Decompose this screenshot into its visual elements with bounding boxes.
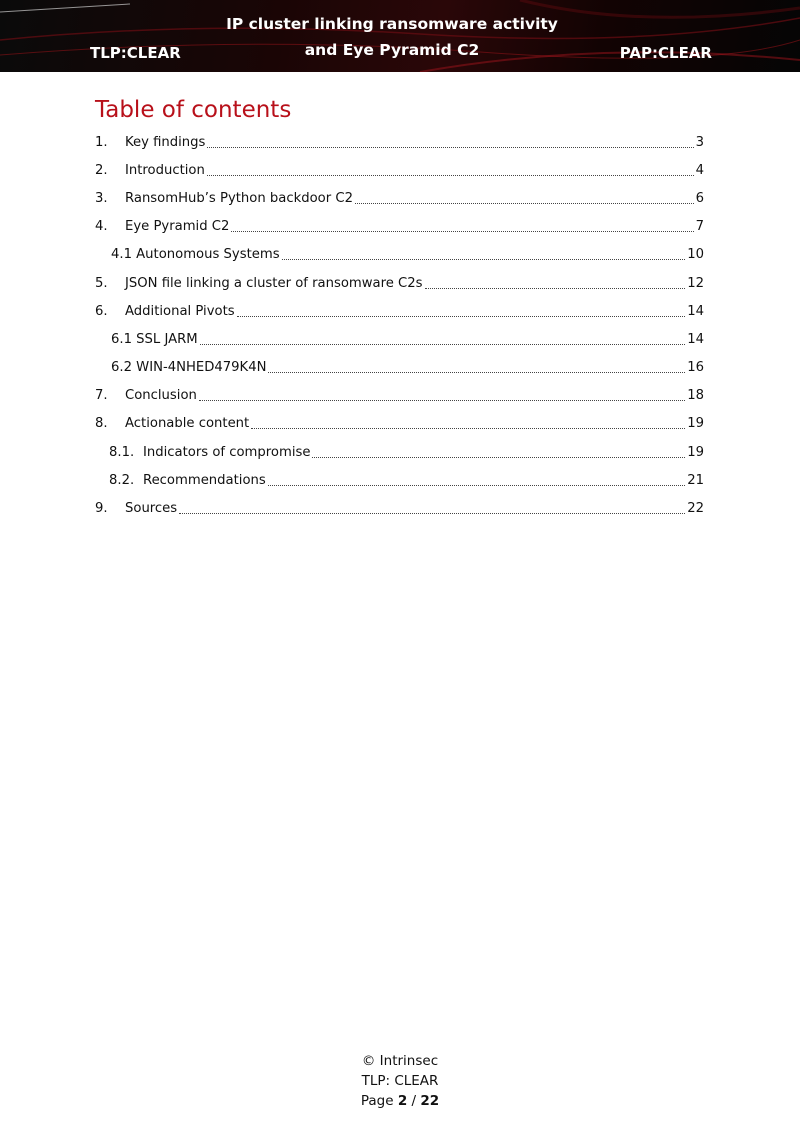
toc-entry-eye-pyramid[interactable]	[95, 213, 704, 241]
toc-leader	[312, 457, 685, 458]
toc-entry-page: 3	[695, 134, 704, 150]
toc-entry-page: 19	[687, 444, 704, 460]
toc-entry-page: 18	[687, 388, 704, 404]
toc-entry-win-host[interactable]	[95, 354, 704, 382]
footer-tlp: TLP: CLEAR	[361, 1073, 439, 1089]
toc-leader	[268, 485, 685, 486]
toc-entry-number: 7.	[95, 388, 108, 404]
toc-entry-page: 12	[687, 275, 704, 291]
toc-entry-label: Conclusion	[125, 388, 197, 404]
toc-entry-conclusion[interactable]	[95, 382, 704, 410]
toc-entry-json-file[interactable]	[95, 269, 704, 297]
toc-entry-label: 4.1 Autonomous Systems	[111, 247, 280, 263]
toc-entry-label: RansomHub’s Python backdoor C2	[125, 190, 353, 206]
toc-entry-label: Sources	[125, 501, 178, 517]
toc-entry-number: 5.	[95, 275, 108, 291]
toc-entry-python-backdoor[interactable]	[95, 184, 704, 212]
toc-entry-label: 6.1 SSL JARM	[111, 331, 198, 347]
footer-page-total: 22	[420, 1093, 440, 1109]
toc-entry-page: 4	[695, 162, 704, 178]
toc-leader	[251, 428, 685, 429]
footer-copyright: © Intrinsec	[361, 1053, 439, 1069]
toc-leader	[282, 259, 686, 260]
toc-entry-number: 2.	[95, 162, 108, 178]
toc-entry-page: 19	[687, 416, 704, 432]
toc-entry-page: 10	[687, 247, 704, 263]
toc-entry-number: 1.	[95, 134, 108, 150]
toc-entry-introduction[interactable]	[95, 156, 704, 184]
document-title-line-1: IP cluster linking ransomware activity	[226, 15, 558, 33]
toc-entry-number: 8.2.	[109, 472, 135, 488]
footer-page-prefix: Page	[360, 1093, 394, 1109]
pap-label: PAP:CLEAR	[619, 44, 712, 62]
toc-leader	[179, 513, 685, 514]
toc-leader	[425, 288, 686, 289]
toc-leader	[355, 203, 694, 204]
toc-entry-label: Indicators of compromise	[143, 444, 311, 460]
toc-entry-label: 6.2 WIN-4NHED479K4N	[111, 360, 267, 376]
toc-leader	[237, 316, 686, 317]
toc-entry-label: Key findings	[125, 134, 206, 150]
toc-entry-additional-pivots[interactable]	[95, 297, 704, 325]
toc-entry-label: Recommendations	[143, 472, 266, 488]
toc-entry-sources[interactable]	[95, 494, 704, 522]
document-title-line-2: and Eye Pyramid C2	[304, 41, 480, 59]
toc-entry-key-findings[interactable]	[95, 128, 704, 156]
toc-leader	[207, 147, 693, 148]
page-header	[0, 0, 800, 72]
tlp-label: TLP:CLEAR	[90, 44, 181, 62]
toc-entry-page: 22	[687, 501, 704, 517]
toc-entry-autonomous-systems[interactable]	[95, 241, 704, 269]
toc-leader	[199, 400, 685, 401]
toc-entry-label: Introduction	[125, 162, 205, 178]
toc-entry-label: Additional Pivots	[125, 303, 235, 319]
toc-entry-indicators[interactable]	[95, 438, 704, 466]
toc-entry-label: Eye Pyramid C2	[125, 219, 230, 235]
toc-entry-number: 9.	[95, 501, 108, 517]
table-of-contents	[95, 128, 704, 523]
toc-leader	[200, 344, 686, 345]
toc-entry-actionable-content[interactable]	[95, 410, 704, 438]
toc-leader	[231, 231, 693, 232]
toc-entry-number: 8.	[95, 416, 108, 432]
toc-entry-page: 16	[687, 360, 704, 376]
toc-entry-ssl-jarm[interactable]	[95, 325, 704, 353]
footer-page-number	[0, 1091, 800, 1111]
toc-entry-page: 14	[687, 303, 704, 319]
toc-leader	[207, 175, 694, 176]
toc-entry-page: 14	[687, 331, 704, 347]
footer-page-current: 2	[397, 1093, 408, 1109]
toc-entry-number: 6.	[95, 303, 108, 319]
toc-leader	[268, 372, 685, 373]
toc-entry-number: 3.	[95, 190, 108, 206]
toc-entry-recommendations[interactable]	[95, 466, 704, 494]
footer-page-separator: /	[411, 1093, 417, 1109]
toc-title: Table of contents	[95, 97, 292, 123]
toc-entry-number: 4.	[95, 219, 108, 235]
toc-entry-page: 6	[695, 190, 704, 206]
toc-entry-number: 8.1.	[109, 444, 135, 460]
toc-entry-page: 21	[687, 472, 704, 488]
toc-entry-label: Actionable content	[125, 416, 250, 432]
toc-entry-label: JSON file linking a cluster of ransomware C2s	[125, 275, 423, 291]
toc-entry-page: 7	[695, 219, 704, 235]
